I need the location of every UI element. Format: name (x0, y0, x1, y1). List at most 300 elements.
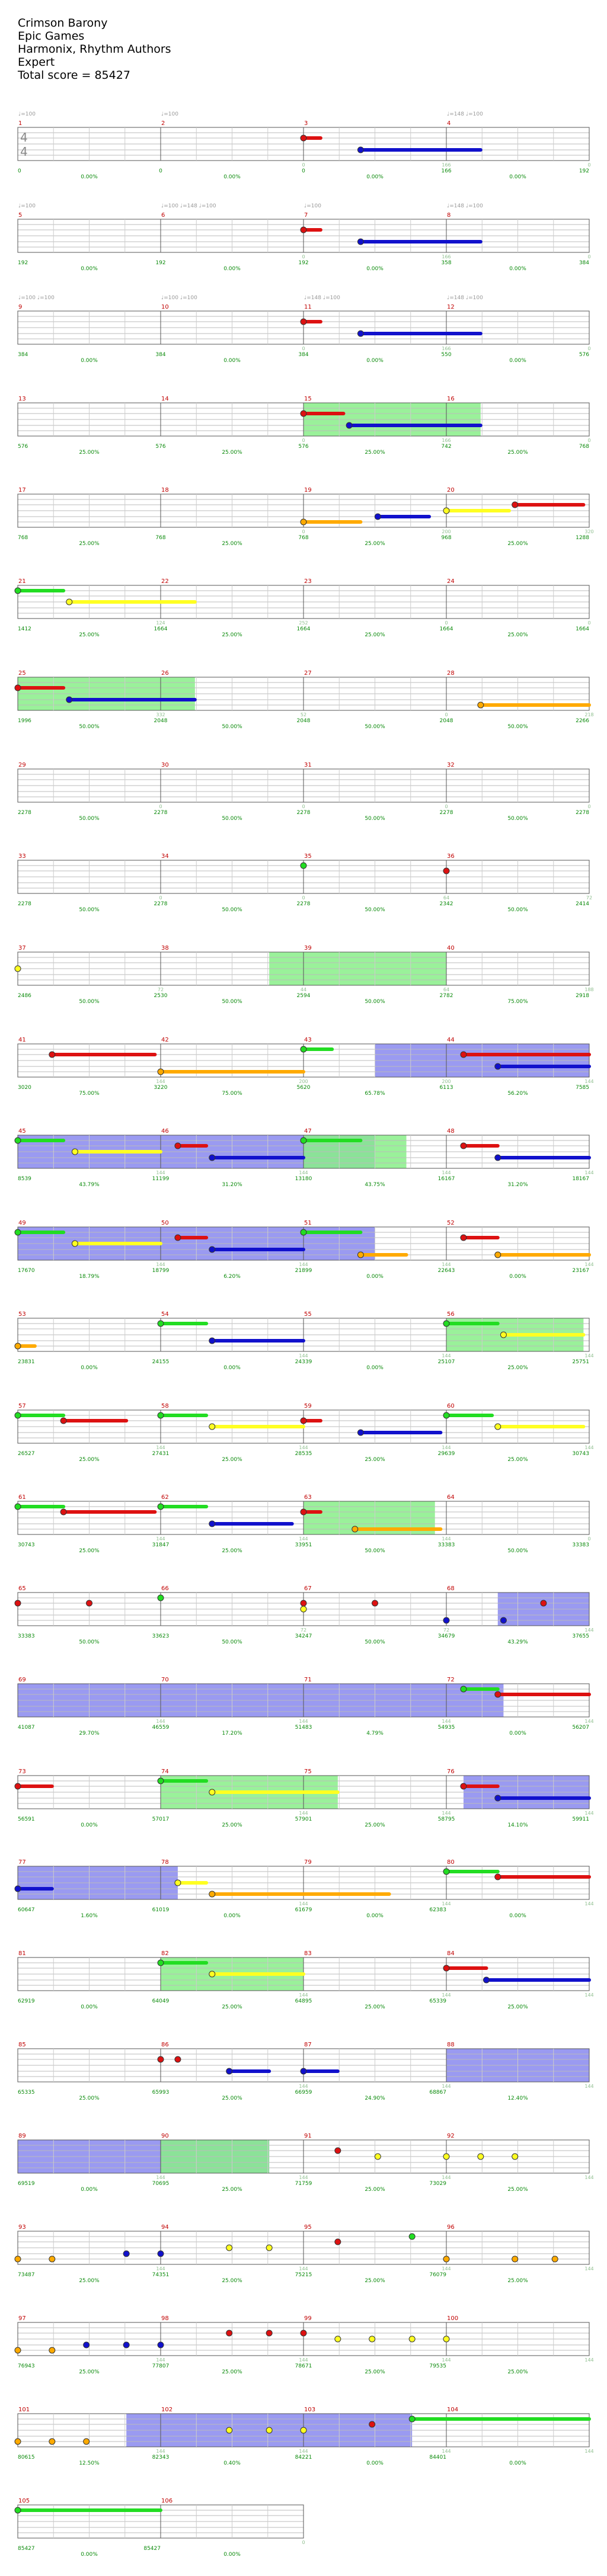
cumulative-score: 1412 (18, 626, 31, 632)
blue-note (66, 697, 72, 703)
measure-number: 81 (18, 1950, 26, 1957)
overdrive-percent: 0.00% (366, 1365, 384, 1371)
yellow-note (443, 508, 449, 514)
cumulative-score: 384 (155, 352, 166, 358)
tempo-marker: ♩=100 ♩=100 (161, 295, 197, 301)
measure-points: 200 (299, 1079, 308, 1084)
red-note (87, 1600, 92, 1606)
chart-row (15, 1410, 589, 1443)
measure-number: 41 (18, 1037, 26, 1043)
measure-number: 84 (447, 1950, 455, 1957)
cumulative-score: 968 (441, 535, 452, 541)
measure-points: 144 (584, 1170, 594, 1175)
cumulative-score: 28535 (295, 1451, 312, 1457)
chart-row (15, 1318, 589, 1351)
measure-number: 66 (161, 1585, 169, 1592)
overdrive-percent: 25.00% (507, 2187, 528, 2193)
measure-number: 96 (447, 2224, 455, 2231)
measure-number: 48 (447, 1128, 455, 1135)
overdrive-percent: 0.00% (509, 266, 526, 272)
cumulative-score: 70695 (152, 2181, 170, 2187)
overdrive-percent: 25.00% (365, 2187, 385, 2193)
measure-points: 144 (584, 2175, 594, 2180)
cumulative-score: 61019 (152, 1907, 170, 1913)
measure-number: 98 (161, 2315, 169, 2322)
chart-row (15, 1227, 589, 1260)
blue-note (495, 1155, 501, 1161)
measure-points: 144 (156, 1170, 165, 1175)
measure-number: 14 (161, 396, 169, 402)
overdrive-percent: 50.00% (222, 999, 242, 1005)
cumulative-score: 166 (441, 168, 452, 174)
measure-number: 87 (304, 2042, 312, 2048)
measure-number: 78 (161, 1859, 169, 1866)
overdrive-percent: 25.00% (365, 450, 385, 456)
measure-points: 52 (300, 712, 307, 717)
measure-points: 144 (299, 1719, 308, 1724)
overdrive-percent: 25.00% (507, 1365, 528, 1371)
cumulative-score: 13180 (295, 1176, 312, 1182)
measure-number: 71 (304, 1677, 312, 1683)
measure-points: 144 (156, 2175, 165, 2180)
yellow-note (209, 1971, 215, 1977)
measure-number: 65 (18, 1585, 26, 1592)
overdrive-percent: 25.00% (365, 632, 385, 638)
cumulative-score: 23167 (572, 1268, 589, 1274)
measure-number: 18 (161, 487, 169, 494)
cumulative-score: 82343 (152, 2455, 170, 2460)
measure-points: 144 (584, 2357, 594, 2363)
cumulative-score: 84401 (429, 2455, 446, 2460)
red-note (60, 1418, 66, 1424)
overdrive-percent: 0.00% (223, 174, 241, 180)
yellow-note (301, 1606, 306, 1612)
measure-points: 144 (584, 1445, 594, 1450)
song-publisher: Epic Games (18, 30, 85, 43)
overdrive-percent: 50.00% (365, 1639, 385, 1645)
overdrive-percent: 25.00% (222, 2004, 242, 2010)
cumulative-score: 18167 (572, 1176, 589, 1182)
cumulative-score: 576 (155, 444, 166, 450)
measure-points: 124 (156, 620, 165, 626)
overdrive-percent: 25.00% (222, 541, 242, 547)
overdrive-percent: 50.00% (365, 816, 385, 822)
overdrive-percent: 0.00% (509, 2460, 526, 2466)
overdrive-percent: 25.00% (79, 1457, 100, 1463)
cumulative-score: 57017 (152, 1816, 170, 1822)
cumulative-score: 0 (159, 168, 162, 174)
overdrive-percent: 50.00% (507, 816, 528, 822)
measure-points: 0 (302, 895, 305, 901)
cumulative-score: 2530 (154, 993, 168, 999)
measure-number: 105 (18, 2498, 30, 2504)
chart-row (18, 2049, 589, 2082)
measure-number: 37 (18, 945, 26, 951)
overdrive-percent: 25.00% (507, 541, 528, 547)
measure-number: 92 (447, 2133, 455, 2139)
overdrive-percent: 24.90% (365, 2096, 385, 2101)
measure-number: 22 (161, 578, 169, 585)
overdrive-percent: 31.20% (222, 1182, 242, 1188)
cumulative-score: 66959 (295, 2090, 312, 2096)
measure-number: 46 (161, 1128, 169, 1135)
measure-points: 320 (584, 529, 594, 534)
measure-points: 0 (159, 895, 162, 901)
green-note (301, 863, 306, 869)
measure-number: 7 (304, 212, 308, 219)
cumulative-score: 76943 (18, 2363, 35, 2369)
overdrive-percent: 12.40% (507, 2096, 528, 2101)
measure-number: 44 (447, 1037, 455, 1043)
cumulative-score: 58795 (437, 1816, 455, 1822)
measure-number: 100 (447, 2315, 459, 2322)
chart-row (15, 2322, 589, 2356)
red-note (301, 411, 306, 416)
measure-number: 88 (447, 2042, 455, 2048)
overdrive-percent: 14.10% (507, 1822, 528, 1828)
measure-number: 26 (161, 670, 169, 677)
cumulative-score: 27431 (152, 1451, 170, 1457)
measure-points: 166 (442, 346, 451, 351)
cumulative-score: 16167 (437, 1176, 455, 1182)
measure-number: 40 (447, 945, 455, 951)
red-note (461, 1052, 467, 1058)
tempo-marker: ♩=148 ♩=100 (304, 295, 340, 301)
overdrive-percent: 0.00% (366, 1274, 384, 1280)
cumulative-score: 3020 (18, 1085, 31, 1091)
measure-points: 166 (442, 254, 451, 259)
overdrive-percent: 50.00% (79, 816, 100, 822)
overdrive-percent: 75.00% (222, 1091, 242, 1097)
overdrive-percent: 0.00% (81, 2187, 98, 2193)
overdrive-percent: 25.00% (222, 632, 242, 638)
overdrive-percent: 25.00% (79, 632, 100, 638)
overdrive-percent: 25.00% (79, 450, 100, 456)
red-note (15, 685, 21, 691)
green-note (301, 1046, 306, 1052)
cumulative-score: 54935 (437, 1725, 455, 1731)
cumulative-score: 33383 (572, 1542, 589, 1548)
cumulative-score: 2278 (576, 810, 589, 816)
measure-number: 76 (447, 1768, 455, 1775)
blue-note (357, 147, 363, 153)
measure-points: 144 (442, 1445, 451, 1450)
cumulative-score: 192 (579, 168, 589, 174)
overdrive-percent: 75.00% (507, 999, 528, 1005)
green-note (409, 2416, 415, 2422)
measure-points: 72 (157, 987, 164, 992)
measure-points: 144 (584, 2449, 594, 2454)
measure-number: 85 (18, 2042, 26, 2048)
red-note (372, 1600, 378, 1606)
blue-note (209, 1155, 215, 1161)
measure-points: 144 (156, 1079, 165, 1084)
cumulative-score: 2048 (439, 718, 453, 724)
chart-row (18, 311, 589, 344)
measure-number: 49 (18, 1220, 26, 1226)
measure-number: 58 (161, 1403, 169, 1409)
cumulative-score: 5620 (296, 1085, 311, 1091)
overdrive-percent: 50.00% (507, 724, 528, 730)
overdrive-percent: 1.60% (81, 1913, 98, 1919)
cumulative-score: 742 (441, 444, 452, 450)
cumulative-score: 2278 (439, 810, 453, 816)
overdrive-percent: 4.79% (366, 1731, 384, 1736)
overdrive-percent: 0.00% (366, 266, 384, 272)
overdrive-percent: 25.00% (507, 2278, 528, 2284)
measure-number: 73 (18, 1768, 26, 1775)
measure-points: 0 (302, 2540, 305, 2545)
chart-row (15, 2505, 304, 2538)
cumulative-score: 7585 (576, 1085, 589, 1091)
measure-number: 36 (447, 853, 455, 860)
cumulative-score: 768 (579, 444, 589, 450)
cumulative-score: 57901 (295, 1816, 312, 1822)
yellow-note (72, 1149, 78, 1155)
measure-number: 104 (447, 2407, 459, 2413)
measure-points: 144 (584, 1811, 594, 1816)
measure-points: 64 (443, 987, 450, 992)
measure-points: 0 (302, 804, 305, 809)
tempo-marker: ♩=148 ♩=100 (447, 111, 483, 117)
measure-number: 38 (161, 945, 169, 951)
measure-number: 82 (161, 1950, 169, 1957)
cumulative-score: 33383 (18, 1633, 35, 1639)
orange-note (84, 2439, 90, 2444)
chart-row (15, 1135, 589, 1168)
overdrive-percent: 25.00% (507, 2004, 528, 2010)
chart-row (18, 769, 589, 802)
overdrive-percent: 0.00% (81, 266, 98, 272)
red-note (301, 2330, 306, 2336)
chart-row (18, 127, 589, 161)
measure-number: 64 (447, 1494, 455, 1501)
overdrive-percent: 25.00% (365, 2369, 385, 2375)
orange-note (15, 2439, 21, 2444)
cumulative-score: 2594 (296, 993, 311, 999)
chart-row (18, 2140, 589, 2173)
overdrive-percent: 0.00% (223, 358, 241, 364)
measure-points: 0 (302, 254, 305, 259)
cumulative-score: 3220 (154, 1085, 168, 1091)
blue-note (375, 514, 381, 520)
cumulative-score: 2278 (296, 901, 311, 907)
red-note (495, 1691, 501, 1697)
yellow-note (375, 2154, 381, 2160)
cumulative-score: 17670 (18, 1268, 35, 1274)
measure-number: 102 (161, 2407, 173, 2413)
tempo-marker: ♩=148 ♩=100 (447, 295, 483, 301)
overdrive-percent: 0.00% (81, 174, 98, 180)
measure-number: 33 (18, 853, 26, 860)
blue-note (158, 2342, 164, 2348)
cumulative-score: 37655 (572, 1633, 589, 1639)
cumulative-score: 85427 (18, 2546, 35, 2552)
cumulative-score: 33623 (152, 1633, 170, 1639)
cumulative-score: 46559 (152, 1725, 170, 1731)
blue-note (209, 1521, 215, 1527)
chart-row (15, 2414, 589, 2447)
red-note (15, 1783, 21, 1789)
measure-points: 144 (584, 1627, 594, 1633)
cumulative-score: 2278 (154, 810, 168, 816)
measure-number: 9 (18, 304, 23, 310)
cumulative-score: 41087 (18, 1725, 35, 1731)
overdrive-percent: 0.00% (509, 174, 526, 180)
red-note (461, 1143, 467, 1149)
measure-number: 39 (304, 945, 312, 951)
overdrive-percent: 0.00% (509, 358, 526, 364)
orange-note (301, 519, 306, 525)
orange-note (15, 2347, 21, 2353)
overdrive-percent: 25.00% (222, 2187, 242, 2193)
measure-points: 200 (442, 1079, 451, 1084)
overdrive-percent: 50.00% (507, 907, 528, 913)
green-note (15, 2507, 21, 2513)
overdrive-percent: 25.00% (222, 1457, 242, 1463)
cumulative-score: 30743 (572, 1451, 589, 1457)
chart-row (18, 403, 589, 436)
cumulative-score: 768 (155, 535, 166, 541)
measure-points: 0 (445, 804, 448, 809)
overdrive-percent: 0.00% (366, 174, 384, 180)
cumulative-score: 2278 (18, 901, 31, 907)
chart-row (15, 952, 589, 985)
cumulative-score: 71759 (295, 2181, 312, 2187)
yellow-note (335, 2336, 341, 2342)
chart-row (15, 677, 589, 710)
chart-row (18, 1684, 589, 1717)
measure-number: 59 (304, 1403, 312, 1409)
overdrive-percent: 0.00% (509, 1731, 526, 1736)
measure-number: 86 (161, 2042, 169, 2048)
cumulative-score: 358 (441, 260, 452, 266)
red-note (461, 1235, 467, 1241)
green-note (461, 1686, 467, 1692)
measure-number: 69 (18, 1677, 26, 1683)
blue-note (357, 239, 363, 245)
red-note (541, 1600, 547, 1606)
blue-note (209, 1338, 215, 1344)
cumulative-score: 24339 (295, 1359, 312, 1365)
overdrive-percent: 25.00% (222, 2096, 242, 2101)
measure-number: 34 (161, 853, 169, 860)
red-note (226, 2330, 232, 2336)
measure-points: 64 (443, 895, 450, 901)
measure-points: 144 (442, 2084, 451, 2089)
overdrive-percent: 25.00% (79, 2278, 100, 2284)
measure-points: 0 (587, 162, 591, 168)
cumulative-score: 192 (18, 260, 28, 266)
cumulative-score: 384 (18, 352, 28, 358)
measure-points: 166 (442, 162, 451, 168)
measure-points: 144 (156, 1536, 165, 1542)
measure-number: 27 (304, 670, 312, 677)
yellow-note (409, 2336, 415, 2342)
cumulative-score: 1996 (18, 718, 31, 724)
cumulative-score: 1288 (576, 535, 589, 541)
cumulative-score: 31847 (152, 1542, 170, 1548)
measure-points: 144 (299, 1170, 308, 1175)
measure-number: 30 (161, 762, 169, 768)
overdrive-percent: 50.00% (507, 1548, 528, 1554)
red-note (369, 2421, 375, 2427)
orange-note (478, 702, 484, 708)
red-note (461, 1783, 467, 1789)
cumulative-score: 384 (579, 260, 589, 266)
yellow-note (443, 2336, 449, 2342)
measure-number: 57 (18, 1403, 26, 1409)
measure-points: 0 (587, 1536, 591, 1542)
measure-points: 144 (584, 1079, 594, 1084)
red-note (301, 135, 306, 141)
cumulative-score: 64049 (152, 1998, 170, 2004)
cumulative-score: 75215 (295, 2272, 312, 2278)
overdrive-percent: 25.00% (507, 450, 528, 456)
cumulative-score: 62919 (18, 1998, 35, 2004)
overdrive-percent: 0.00% (81, 2004, 98, 2010)
measure-number: 70 (161, 1677, 169, 1683)
chart-row (18, 1957, 589, 1991)
overdrive-percent: 0.00% (366, 2460, 384, 2466)
overdrive-percent: 50.00% (365, 907, 385, 913)
overdrive-percent: 50.00% (365, 724, 385, 730)
measure-points: 144 (442, 1901, 451, 1907)
green-note (158, 1412, 164, 1418)
overdrive-percent: 0.00% (223, 1913, 241, 1919)
measure-points: 144 (156, 1445, 165, 1450)
cumulative-score: 33951 (295, 1542, 312, 1548)
measure-points: 0 (302, 162, 305, 168)
time-signature-bottom: 4 (20, 145, 28, 159)
measure-number: 5 (18, 212, 23, 219)
measure-number: 56 (447, 1311, 455, 1318)
cumulative-score: 30743 (18, 1542, 35, 1548)
cumulative-score: 23831 (18, 1359, 35, 1365)
measure-number: 16 (447, 396, 455, 402)
measure-points: 0 (445, 620, 448, 626)
measure-points: 144 (299, 1353, 308, 1359)
measure-points: 144 (442, 2449, 451, 2454)
chart-row (15, 1593, 589, 1626)
blue-note (483, 1977, 489, 1983)
measure-number: 74 (161, 1768, 169, 1775)
overdrive-percent: 25.00% (222, 2278, 242, 2284)
overdrive-percent: 6.20% (223, 1274, 241, 1280)
red-note (335, 2148, 341, 2154)
measure-number: 53 (18, 1311, 26, 1318)
cumulative-score: 29639 (437, 1451, 455, 1457)
overdrive-percent: 50.00% (79, 907, 100, 913)
yellow-note (66, 599, 72, 605)
song-title: Crimson Barony (18, 17, 108, 30)
red-note (443, 1965, 449, 1971)
measure-number: 60 (447, 1403, 455, 1409)
measure-number: 67 (304, 1585, 312, 1592)
overdrive-percent: 65.78% (365, 1091, 385, 1097)
measure-number: 13 (18, 396, 26, 402)
cumulative-score: 34679 (437, 1633, 455, 1639)
cumulative-score: 26527 (18, 1451, 35, 1457)
cumulative-score: 1664 (296, 626, 311, 632)
measure-number: 90 (161, 2133, 169, 2139)
yellow-note (478, 2154, 484, 2160)
cumulative-score: 25751 (572, 1359, 589, 1365)
overdrive-percent: 0.00% (81, 2552, 98, 2558)
cumulative-score: 24155 (152, 1359, 170, 1365)
overdrive-percent: 50.00% (222, 907, 242, 913)
blue-note (495, 1795, 501, 1801)
